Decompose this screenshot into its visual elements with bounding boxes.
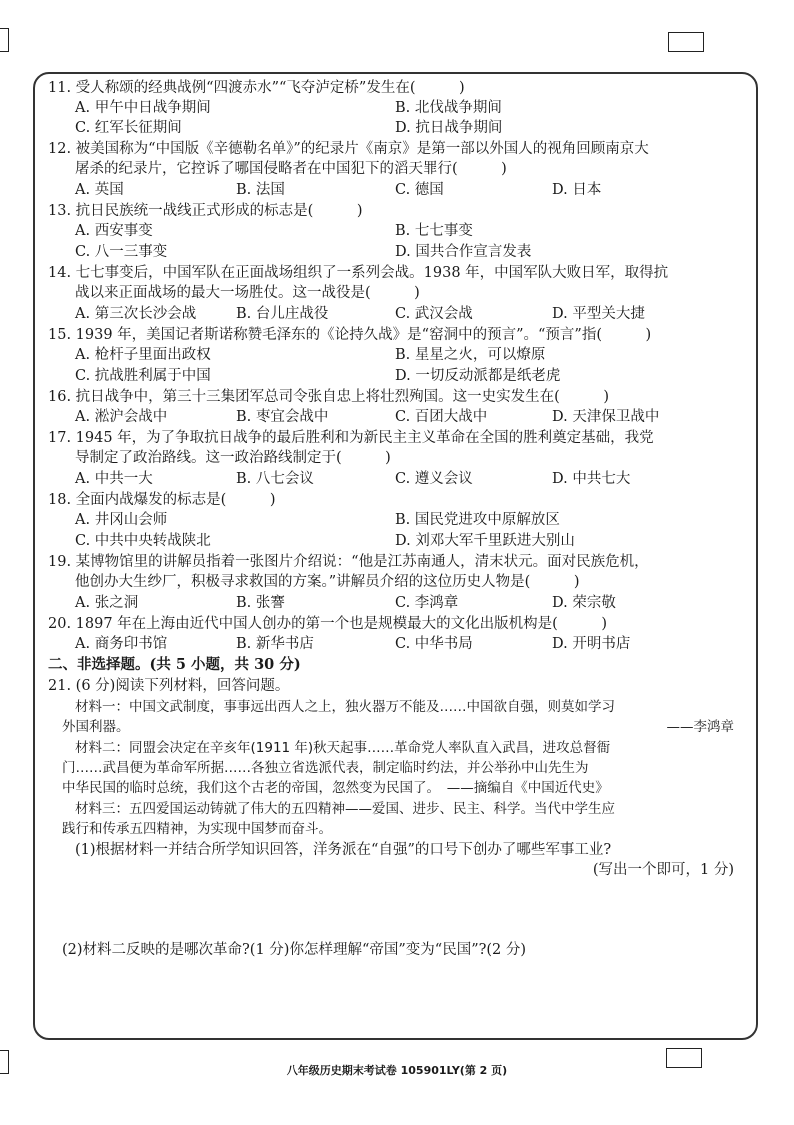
q19-option-a: A. 张之洞 — [75, 595, 139, 611]
q19-option-d: D. 荣宗敬 — [552, 595, 616, 611]
material-2-line2: 门……武昌便为革命军所据……各独立省选派代表，制定临时约法，并公举孙中山先生为 — [62, 760, 589, 776]
q13-option-d: D. 国共合作宣言发表 — [395, 244, 532, 260]
section-2-heading: 二、非选择题。(共 5 小题，共 30 分) — [48, 656, 301, 673]
sub-question-1: (1)根据材料一并结合所学知识回答，洋务派在“自强”的口号下创办了哪些军事工业? — [75, 842, 612, 858]
question-21-stem: 21. (6 分)阅读下列材料，回答问题。 — [48, 678, 290, 694]
q14-option-c: C. 武汉会战 — [395, 306, 473, 322]
sub-question-2: (2)材料二反映的是哪次革命?(1 分)你怎样理解“帝国”变为“民国”?(2 分) — [62, 942, 527, 958]
q20-option-d: D. 开明书店 — [552, 636, 631, 652]
q20-option-a: A. 商务印书馆 — [75, 636, 168, 652]
material-1-line1: 材料一：中国文武制度，事事远出西人之上，独火器万不能及……中国欲自强，则莫如学习 — [75, 699, 615, 715]
question-12-stem-line2: 屠杀的纪录片，它控诉了哪国侵略者在中国犯下的滔天罪行( ) — [75, 161, 507, 177]
question-16-stem: 16. 抗日战争中，第三十三集团军总司令张自忠上将壮烈殉国。这一史实发生在( ) — [48, 389, 609, 405]
material-3-line1: 材料三：五四爱国运动铸就了伟大的五四精神——爱国、进步、民主、科学。当代中学生应 — [75, 801, 615, 817]
q12-option-c: C. 德国 — [395, 182, 444, 198]
question-15-stem: 15. 1939 年，美国记者斯诺称赞毛泽东的《论持久战》是“窑洞中的预言”。“预言”指( ) — [48, 327, 652, 343]
q14-option-d: D. 平型关大捷 — [552, 306, 645, 322]
q12-option-b: B. 法国 — [236, 182, 285, 198]
page-footer: 八年级历史期末考试卷 105901LY(第 2 页) — [286, 1064, 508, 1077]
q17-option-c: C. 遵义会议 — [395, 471, 473, 487]
q11-option-b: B. 北伐战争期间 — [395, 100, 502, 116]
q16-option-c: C. 百团大战中 — [395, 409, 488, 425]
q13-option-c: C. 八一三事变 — [75, 244, 168, 260]
question-14-stem-line2: 战以来正面战场的最大一场胜仗。这一战役是( ) — [75, 285, 420, 301]
q19-option-b: B. 张謇 — [236, 595, 285, 611]
q15-option-b: B. 星星之火，可以燎原 — [395, 347, 546, 363]
q15-option-d: D. 一切反动派都是纸老虎 — [395, 368, 561, 384]
q18-option-c: C. 中共中央转战陕北 — [75, 533, 211, 549]
q18-option-b: B. 国民党进攻中原解放区 — [395, 512, 560, 528]
question-14-stem-line1: 14. 七七事变后，中国军队在正面战场组织了一系列会战。1938 年，中国军队大败日军，取得抗 — [48, 265, 669, 281]
q14-option-b: B. 台儿庄战役 — [236, 306, 329, 322]
q16-option-a: A. 淞沪会战中 — [75, 409, 168, 425]
q17-option-d: D. 中共七大 — [552, 471, 631, 487]
q13-option-b: B. 七七事变 — [395, 223, 473, 239]
q18-option-d: D. 刘邓大军千里跃进大别山 — [395, 533, 575, 549]
material-3-line2: 践行和传承五四精神，为实现中国梦而奋斗。 — [62, 821, 332, 837]
question-13-stem: 13. 抗日民族统一战线正式形成的标志是( ) — [48, 203, 363, 219]
q20-option-b: B. 新华书店 — [236, 636, 314, 652]
registration-mark-top-right — [668, 32, 704, 52]
q11-option-c: C. 红军长征期间 — [75, 120, 182, 136]
material-1-line2: 外国利器。 — [62, 719, 130, 735]
q17-option-a: A. 中共一大 — [75, 471, 153, 487]
material-1-source: ——李鸿章 — [666, 719, 734, 735]
question-17-stem-line2: 导制定了政治路线。这一政治路线制定于( ) — [75, 450, 391, 466]
question-12-stem-line1: 12. 被美国称为“中国版《辛德勒名单》”的纪录片《南京》是第一部以外国人的视角回顾南京大 — [48, 141, 649, 157]
q15-option-c: C. 抗战胜利属于中国 — [75, 368, 211, 384]
q15-option-a: A. 枪杆子里面出政权 — [75, 347, 211, 363]
question-19-stem-line2: 他创办大生纱厂，积极寻求救国的方案。”讲解员介绍的这位历史人物是( ) — [75, 574, 580, 590]
q13-option-a: A. 西安事变 — [75, 223, 153, 239]
q16-option-d: D. 天津保卫战中 — [552, 409, 660, 425]
q11-option-d: D. 抗日战争期间 — [395, 120, 503, 136]
registration-mark-top-left — [0, 28, 9, 52]
question-20-stem: 20. 1897 年在上海由近代中国人创办的第一个也是规模最大的文化出版机构是( ) — [48, 616, 607, 632]
question-18-stem: 18. 全面内战爆发的标志是( ) — [48, 492, 276, 508]
q20-option-c: C. 中华书局 — [395, 636, 473, 652]
q12-option-a: A. 英国 — [75, 182, 124, 198]
q12-option-d: D. 日本 — [552, 182, 602, 198]
material-2-line1: 材料二：同盟会决定在辛亥年(1911 年)秋天起事……革命党人率队直入武昌，进攻总督衙 — [75, 740, 611, 756]
q17-option-b: B. 八七会议 — [236, 471, 314, 487]
sub-question-1-note: (写出一个即可，1 分) — [592, 862, 734, 878]
material-2-line3: 中华民国的临时总统，我们这个古老的帝国，忽然变为民国了。 ——摘编自《中国近代史》 — [62, 780, 609, 796]
question-19-stem-line1: 19. 某博物馆里的讲解员指着一张图片介绍说：“他是江苏南通人，清末状元。面对民族危机， — [48, 554, 649, 570]
q18-option-a: A. 井冈山会师 — [75, 512, 168, 528]
q16-option-b: B. 枣宜会战中 — [236, 409, 329, 425]
q11-option-a: A. 甲午中日战争期间 — [75, 100, 211, 116]
q19-option-c: C. 李鸿章 — [395, 595, 459, 611]
question-17-stem-line1: 17. 1945 年，为了争取抗日战争的最后胜利和为新民主主义革命在全国的胜利奠定基础，我党 — [48, 430, 654, 446]
question-11-stem: 11. 受人称颂的经典战例“四渡赤水”“飞夺泸定桥”发生在( ) — [48, 80, 465, 96]
q14-option-a: A. 第三次长沙会战 — [75, 306, 197, 322]
